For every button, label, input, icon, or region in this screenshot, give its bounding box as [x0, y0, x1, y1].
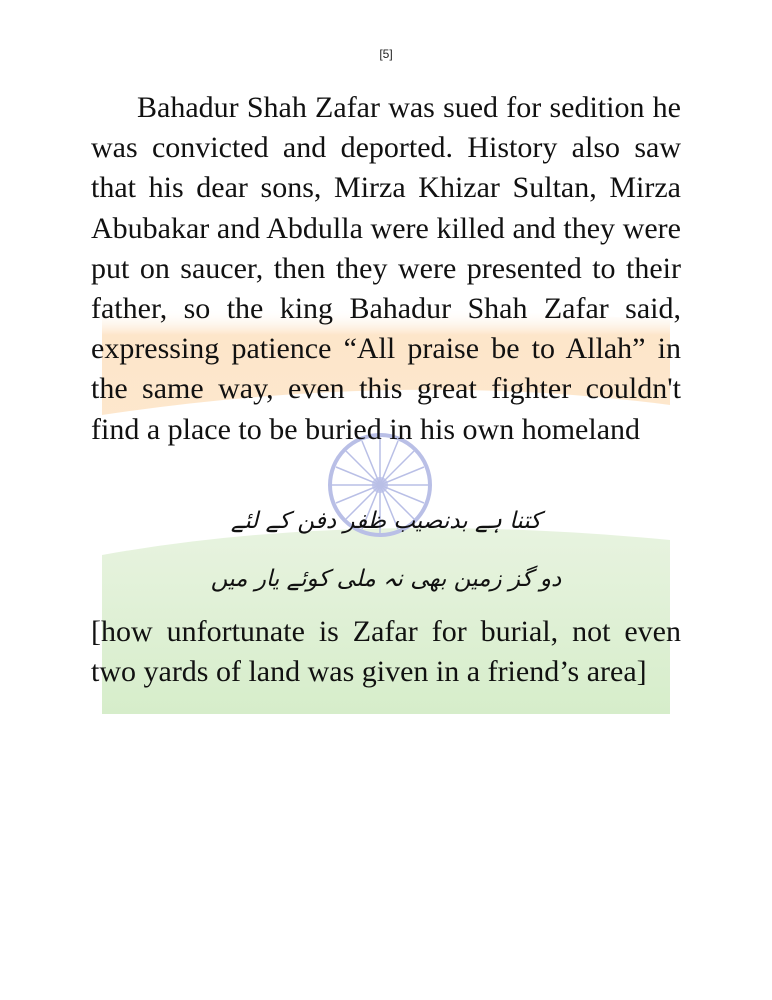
page-number: [5] — [379, 47, 393, 61]
urdu-couplet-line-2: دو گز زمین بھی نہ ملی کوئے یار میں — [210, 566, 562, 592]
urdu-couplet-line-1: کتنا ہے بدنصیب ظفر دفن کے لئے — [230, 508, 542, 534]
couplet-translation: [how unfortunate is Zafar for burial, not even two yards of land was given in a friend’s area] — [91, 615, 681, 688]
body-paragraph: Bahadur Shah Zafar was sued for sedition he was convicted and deported. History also saw that his dear sons, Mirza Khizar Sultan, Mirza Abubakar and Abdulla were killed and they were put on saucer, then they were presented to their father, so the king Bahadur Shah Zafar said, expressing patience “All praise be to Allah” in the same way, even this great fighter couldn't find a place to be buried in his own homeland — [91, 91, 681, 446]
